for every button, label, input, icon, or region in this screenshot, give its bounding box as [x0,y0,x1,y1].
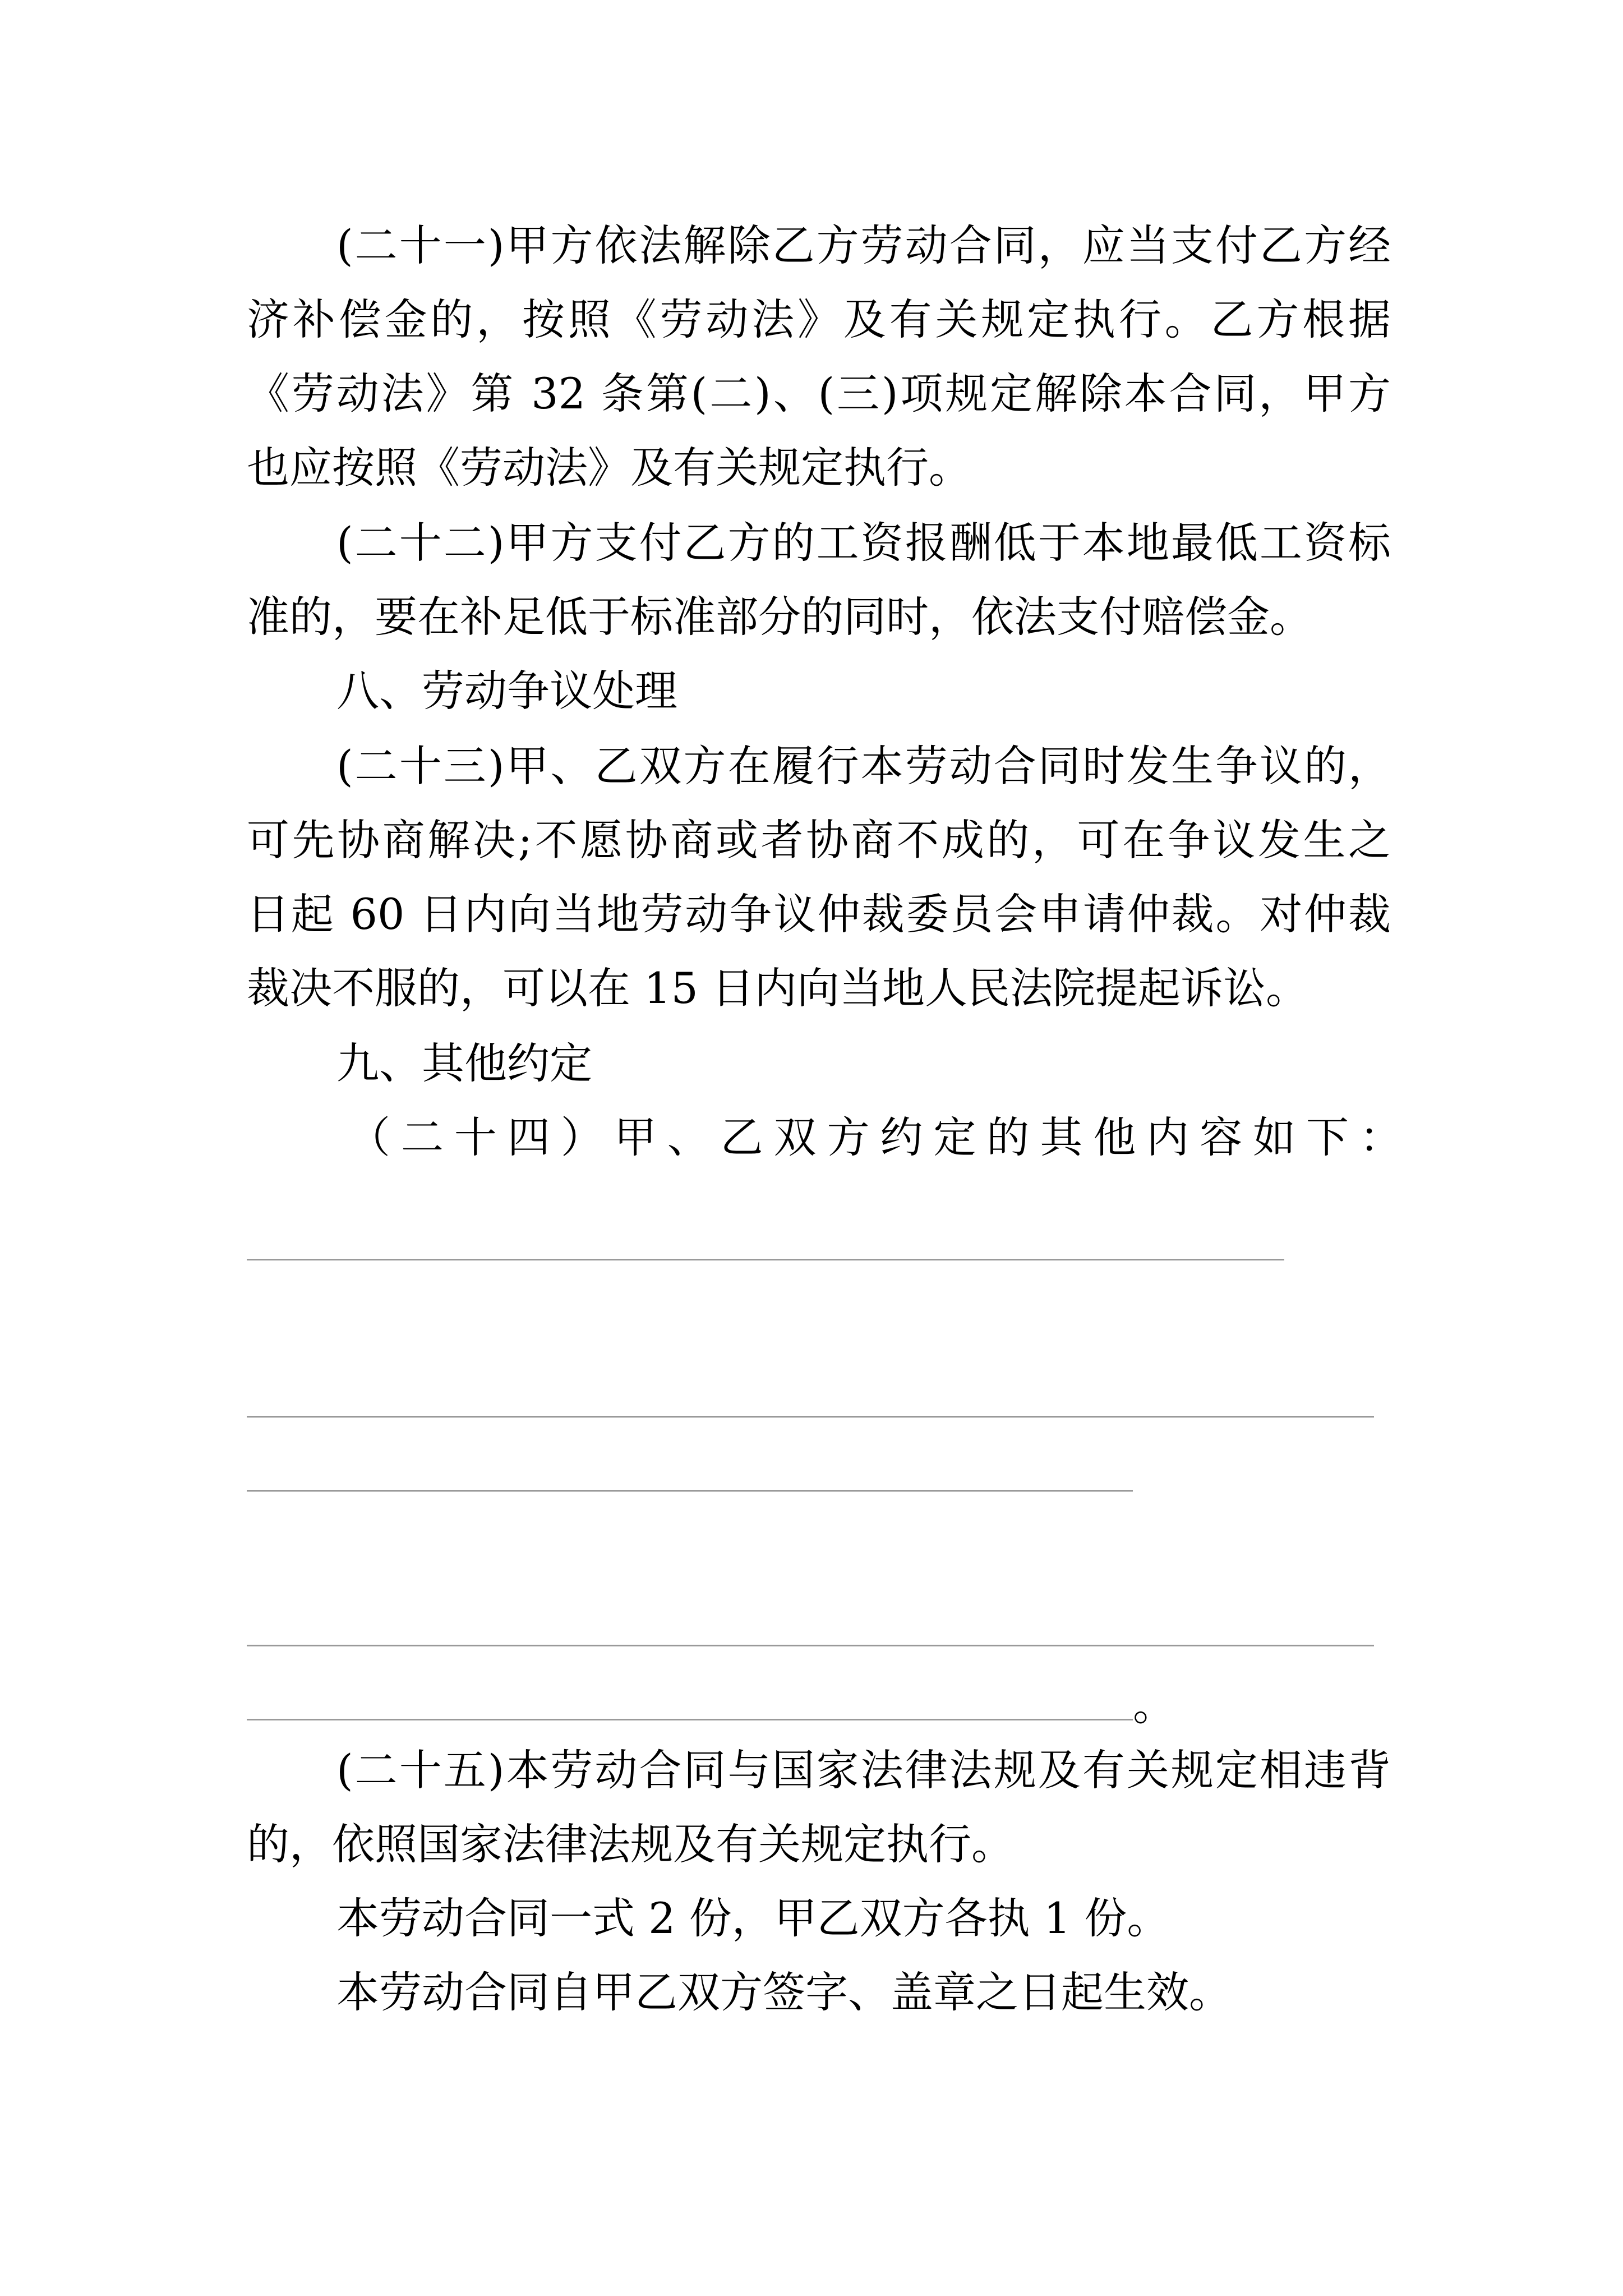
clause-23-line-4: 裁决不服的，可以在 15 日内向当地人民法院提起诉讼。 [247,963,1309,1013]
blank-line-4 [247,1645,1374,1646]
blank-line-3 [247,1490,1133,1492]
clause-21-line-3: 《劳动法》第 32 条第(二)、(三)项规定解除本合同，甲方 [247,369,1391,418]
clause-21-line-1: (二十一)甲方依法解除乙方劳动合同，应当支付乙方经 [336,220,1391,270]
clause-23-line-3: 日起 60 日内向当地劳动争议仲裁委员会申请仲裁。对仲裁 [247,889,1391,939]
clause-24: （二十四）甲、乙双方约定的其他内容如下： [348,1112,1402,1162]
section-heading-8: 八、劳动争议处理 [336,666,677,716]
clause-25-line-1: (二十五)本劳动合同与国家法律法规及有关规定相违背 [336,1745,1391,1795]
blank-line-5 [247,1719,1133,1720]
clause-22-line-2: 准的，要在补足低于标准部分的同时，依法支付赔偿金。 [247,592,1312,642]
clause-23-line-2: 可先协商解决;不愿协商或者协商不成的，可在争议发生之 [247,815,1391,865]
clause-21-line-4: 也应按照《劳动法》及有关规定执行。 [247,443,971,493]
clause-23-line-1: (二十三)甲、乙双方在履行本劳动合同时发生争议的， [336,741,1391,791]
clause-25-line-2: 的，依照国家法律法规及有关规定执行。 [247,1819,1014,1869]
blank-end-mark: 。 [1133,1680,1175,1730]
blank-line-2 [247,1416,1374,1418]
effective-statement: 本劳动合同自甲乙双方签字、盖章之日起生效。 [336,1967,1232,2017]
section-heading-9: 九、其他约定 [336,1038,592,1088]
copies-statement: 本劳动合同一式 2 份，甲乙双方各执 1 份。 [336,1893,1170,1943]
clause-21-line-2: 济补偿金的，按照《劳动法》及有关规定执行。乙方根据 [247,295,1391,344]
clause-22-line-1: (二十二)甲方支付乙方的工资报酬低于本地最低工资标 [336,518,1391,568]
blank-line-1 [247,1259,1284,1260]
